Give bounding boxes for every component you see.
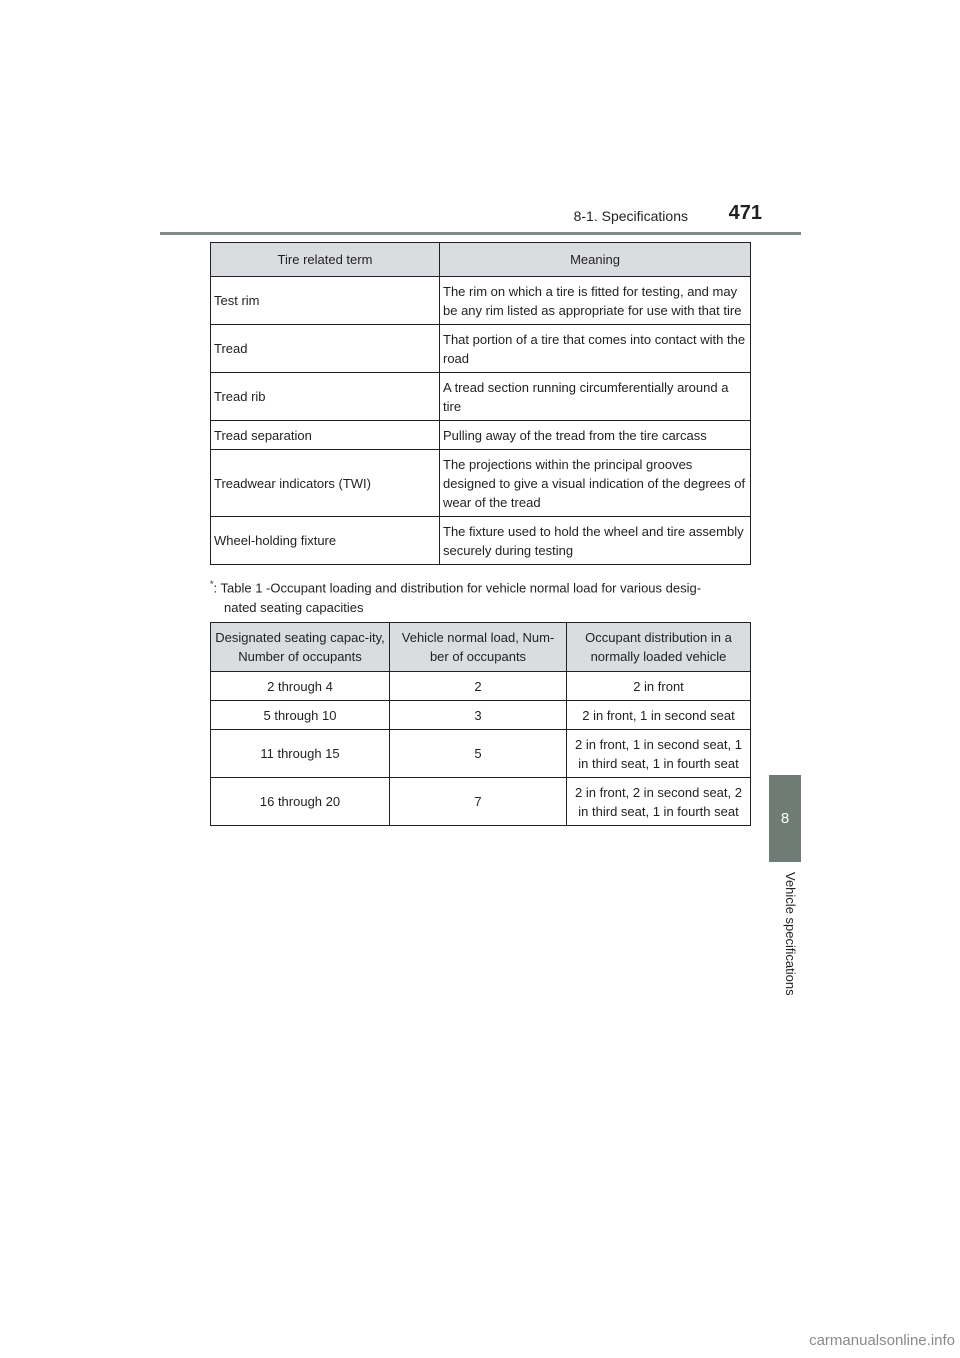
footnote bbox=[210, 574, 751, 618]
column-header-term: Tire related term bbox=[211, 243, 440, 277]
load-cell: 2 bbox=[390, 672, 567, 701]
term-cell: Treadwear indicators (TWI) bbox=[211, 450, 440, 517]
meaning-cell: The rim on which a tire is fitted for testing, and may be any rim listed as appropriate for use with that tire bbox=[440, 277, 751, 325]
term-cell: Tread separation bbox=[211, 421, 440, 450]
table-row bbox=[211, 672, 751, 701]
footnote-line-2: nated seating capacities bbox=[224, 600, 364, 616]
header-divider bbox=[160, 232, 801, 235]
load-cell: 7 bbox=[390, 778, 567, 826]
column-header-load: Vehicle normal load, Num-ber of occupants bbox=[390, 623, 567, 672]
capacity-cell: 2 through 4 bbox=[211, 672, 390, 701]
meaning-cell: Pulling away of the tread from the tire carcass bbox=[440, 421, 751, 450]
section-title: 8-1. Specifications bbox=[573, 208, 688, 224]
term-cell: Tread bbox=[211, 325, 440, 373]
table-row bbox=[211, 373, 751, 421]
column-header-distribution: Occupant distribution in a normally loaded vehicle bbox=[567, 623, 751, 672]
column-header-capacity: Designated seating capac-ity, Number of occupants bbox=[211, 623, 390, 672]
capacity-cell: 16 through 20 bbox=[211, 778, 390, 826]
footnote-line-1: : Table 1 -Occupant loading and distribution for vehicle normal load for various desig- bbox=[213, 580, 702, 596]
table-row bbox=[211, 730, 751, 778]
term-cell: Wheel-holding fixture bbox=[211, 517, 440, 565]
footnote-mark: * bbox=[210, 579, 214, 589]
distribution-cell: 2 in front, 2 in second seat, 2 in third seat, 1 in fourth seat bbox=[567, 778, 751, 826]
distribution-cell: 2 in front, 1 in second seat, 1 in third seat, 1 in fourth seat bbox=[567, 730, 751, 778]
load-cell: 3 bbox=[390, 701, 567, 730]
table-header-row bbox=[211, 243, 751, 277]
table-row bbox=[211, 325, 751, 373]
table-row bbox=[211, 517, 751, 565]
chapter-number: 8 bbox=[780, 810, 790, 827]
column-header-meaning: Meaning bbox=[440, 243, 751, 277]
chapter-label: Vehicle specifications bbox=[783, 872, 798, 996]
occupant-loading-table bbox=[210, 622, 751, 826]
meaning-cell: The projections within the principal grooves designed to give a visual indication of the degrees of wear of the tread bbox=[440, 450, 751, 517]
distribution-cell: 2 in front bbox=[567, 672, 751, 701]
meaning-cell: A tread section running circumferentially around a tire bbox=[440, 373, 751, 421]
table-row bbox=[211, 277, 751, 325]
table-row bbox=[211, 450, 751, 517]
capacity-cell: 5 through 10 bbox=[211, 701, 390, 730]
table-row bbox=[211, 421, 751, 450]
tire-terms-table bbox=[210, 242, 751, 565]
load-cell: 5 bbox=[390, 730, 567, 778]
capacity-cell: 11 through 15 bbox=[211, 730, 390, 778]
term-cell: Test rim bbox=[211, 277, 440, 325]
term-cell: Tread rib bbox=[211, 373, 440, 421]
chapter-tab bbox=[769, 775, 801, 862]
meaning-cell: The fixture used to hold the wheel and tire assembly securely during testing bbox=[440, 517, 751, 565]
table-row bbox=[211, 778, 751, 826]
page-number: 471 bbox=[728, 202, 762, 224]
table-row bbox=[211, 701, 751, 730]
watermark: carmanualsonline.info bbox=[809, 1332, 955, 1349]
table-header-row bbox=[211, 623, 751, 672]
meaning-cell: That portion of a tire that comes into contact with the road bbox=[440, 325, 751, 373]
distribution-cell: 2 in front, 1 in second seat bbox=[567, 701, 751, 730]
